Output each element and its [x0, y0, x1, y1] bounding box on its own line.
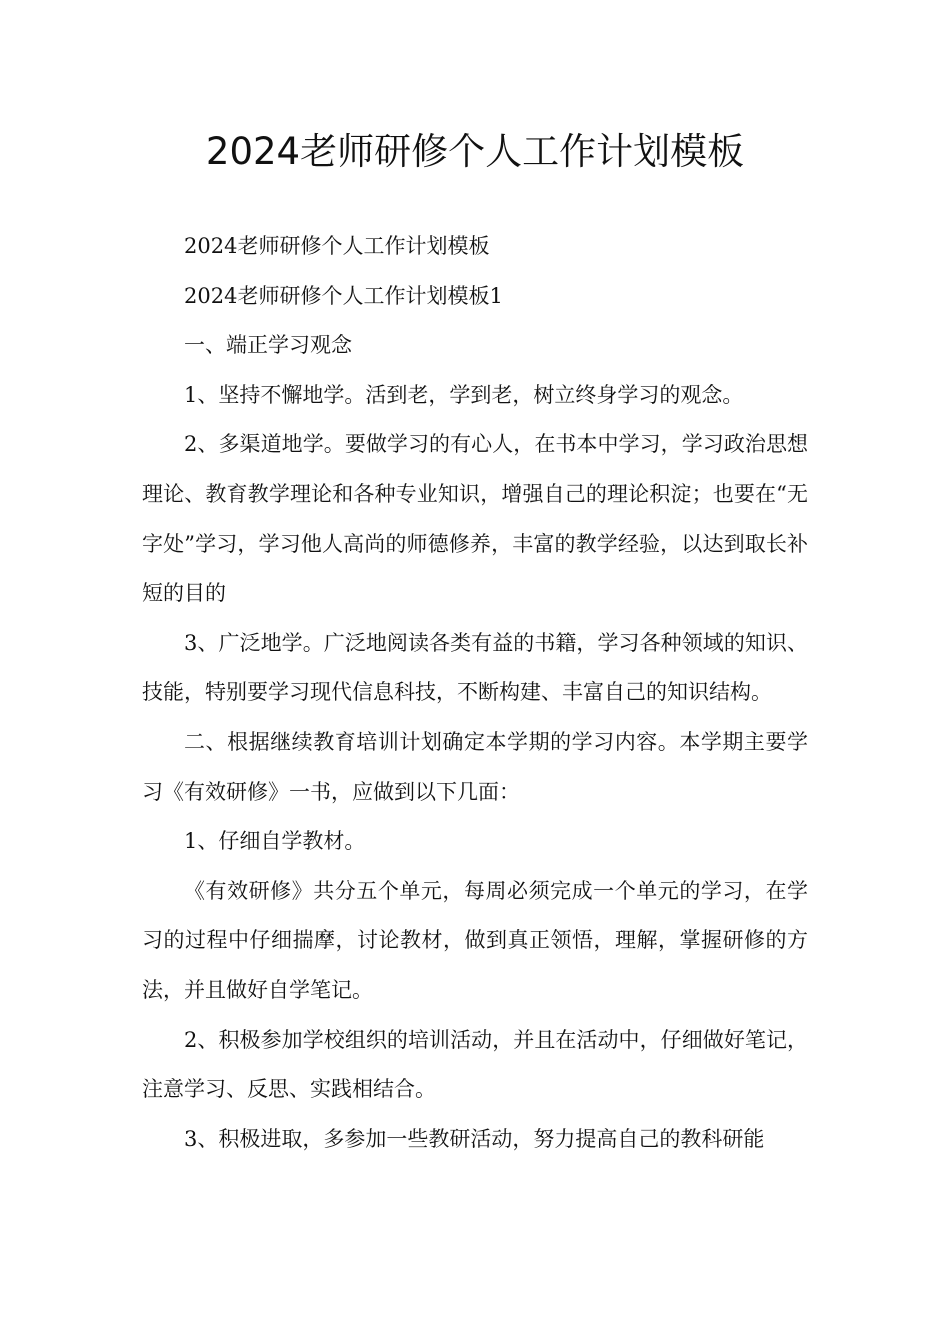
paragraph: 3、积极进取，多参加一些教研活动，努力提高自己的教科研能 — [184, 1126, 765, 1151]
section-heading-2: 二、根据继续教育培训计划确定本学期的学习内容。本学期主要学习《有效研修》一书，应做到以下几面： — [142, 729, 808, 804]
paragraph: 《有效研修》共分五个单元，每周必须完成一个单元的学习，在学习的过程中仔细揣摩，讨论教材，做到真正领悟，理解，掌握研修的方法，并且做好自学笔记。 — [142, 878, 808, 1002]
paragraph: 3、广泛地学。广泛地阅读各类有益的书籍，学习各种领域的知识、技能，特别要学习现代信息科技，不断构建、丰富自己的知识结构。 — [142, 630, 808, 705]
paragraph: 1、坚持不懈地学。活到老，学到老，树立终身学习的观念。 — [184, 382, 744, 407]
paragraph-subtitle: 2024老师研修个人工作计划模板 — [184, 234, 490, 258]
paragraph: 2、积极参加学校组织的培训活动，并且在活动中，仔细做好笔记，注意学习、反思、实践相结合。 — [142, 1027, 808, 1102]
paragraph-template-heading: 2024老师研修个人工作计划模板1 — [184, 283, 503, 308]
section-heading-1: 一、端正学习观念 — [184, 333, 352, 358]
paragraph: 2、多渠道地学。要做学习的有心人，在书本中学习，学习政治思想理论、教育教学理论和各种专业知识，增强自己的理论积淀；也要在“无字处”学习，学习他人高尚的师德修养，丰富的教学经验，以达到取长补短的目的 — [142, 432, 808, 606]
paragraph: 1、仔细自学教材。 — [184, 829, 366, 854]
document-body — [142, 222, 808, 1164]
document-title: 2024老师研修个人工作计划模板 — [205, 130, 745, 173]
